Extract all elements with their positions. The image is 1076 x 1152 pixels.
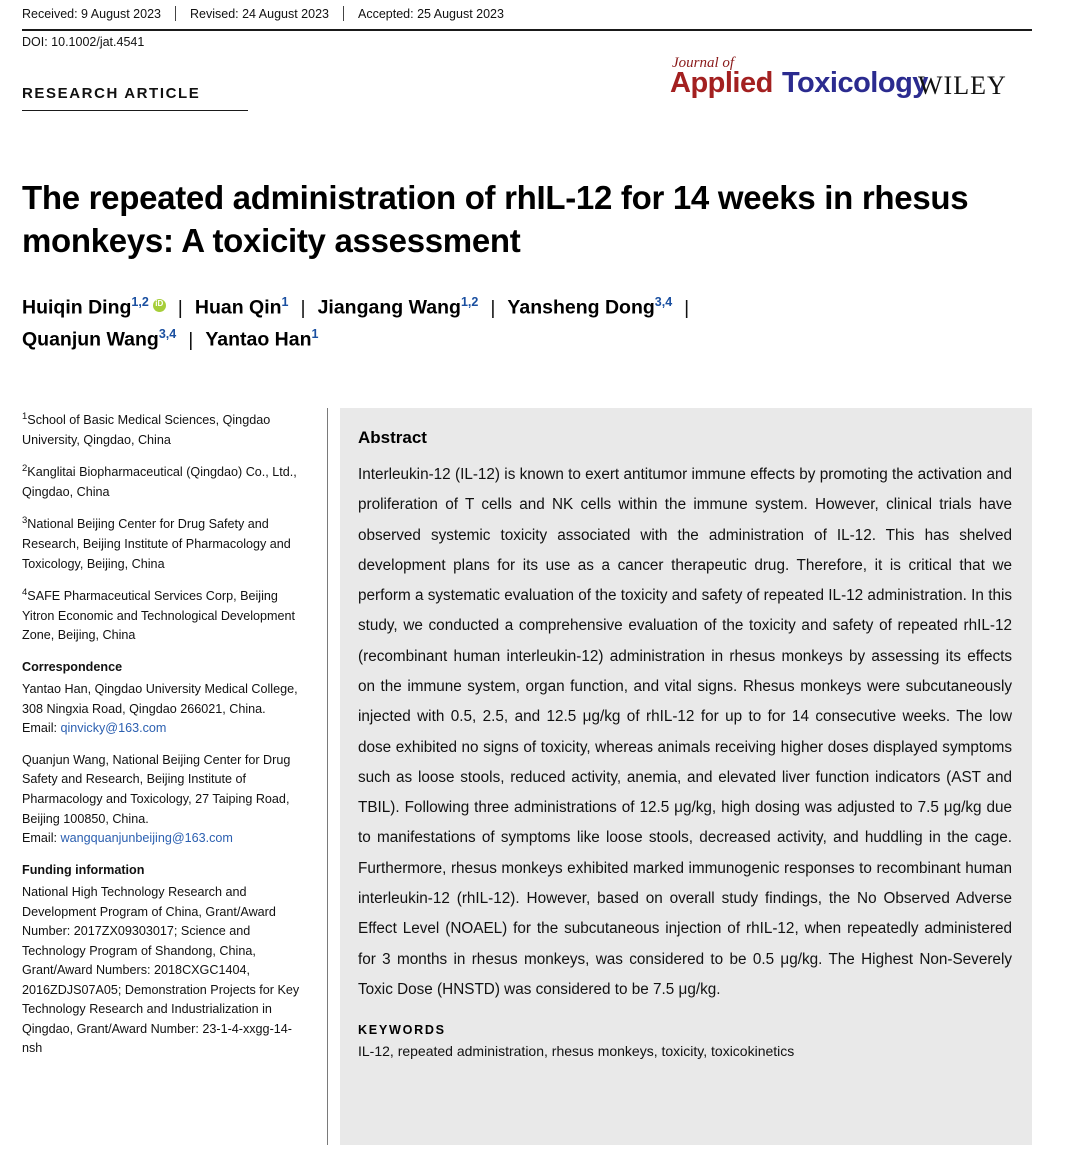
affiliation-marker: 2 (22, 463, 28, 475)
publication-dates (22, 6, 1032, 21)
affiliation-text: School of Basic Medical Sciences, Qingdao University, Qingdao, China (22, 413, 271, 447)
abstract-body: Interleukin-12 (IL-12) is known to exert antitumor immune effects by promoting the activation and proliferation of T cells and NK cells within the immune system. However, clinical trials have observed systemic toxicity associated with the administration of IL-12. This has shelved development plans for its use as a cancer therapeutic drug. Therefore, it is critical that we perform a systematic evaluation of the toxicity and safety of repeated IL-12 administration. In this study, we conducted a comprehensive evaluation of the toxicity and safety of repeated rhIL-12 (recombinant human interleukin-12) administration in rhesus monkeys by assessing its effects on the immune system, organ function, and vital signs. Rhesus monkeys were subcutaneously injected with 0.5, 2.5, and 12.5 μg/kg of rhIL-12 for up to for 14 consecutive weeks. The low dose exhibited no signs of toxicity, whereas animals receiving higher doses displayed symptoms such as loose stools, reduced activity, anemia, and elevated liver function indicators (AST and TBIL). Following three administrations of 12.5 μg/kg, high dosing was adjusted to 7.5 μg/kg due to manifestations of symptoms like loose stools, decreased activity, and huddling in the cage. Furthermore, rhesus monkeys exhibited marked immunogenic responses to recombinant human interleukin-12 (rhIL-12). However, based on overall study findings, the No Observed Adverse Effect Level (NOAEL) for the subcutaneous injection of rhIL-12, when repeatedly administered for 3 months in rhesus monkeys, was considered to be 0.5 μg/kg. The Highest Non-Severely Toxic Dose (HNSTD) was considered to be 7.5 μg/kg. (358, 466, 1012, 998)
affiliation-item (22, 410, 312, 450)
author-affil-marker: 1,2 (460, 295, 479, 309)
affiliation-item (22, 514, 312, 574)
author-affil-marker: 3,4 (654, 295, 673, 309)
affiliation-item (22, 462, 312, 502)
affiliation-item (22, 586, 312, 646)
author-separator: | (188, 328, 194, 351)
author-name: Huiqin Ding (22, 296, 132, 319)
abstract-heading: Abstract (358, 428, 427, 447)
author-affil-marker: 3,4 (158, 327, 177, 342)
funding-text: National High Technology Research and Development Program of China, Grant/Award Number: 2017ZX09303017; Science and Technology Program of Shandong, China, Grant/Award Numbers: 2018CXGC1404, 2016ZDJS07A05; Demonstration Projects for Key Technology Research and Industrialization in Qingdao, Grant/Award Number: 23-1-4-xxgg-14-nsh (22, 885, 300, 1056)
author-affil-marker: 1,2 (131, 295, 149, 309)
article-type-rule (22, 110, 248, 111)
affiliation-text: SAFE Pharmaceutical Services Corp, Beijing Yitron Economic and Technological Development Zone, Beijing, China (22, 589, 296, 643)
author-name: Yantao Han (205, 328, 312, 351)
orcid-icon[interactable] (153, 299, 166, 312)
affiliation-text: National Beijing Center for Drug Safety and Research, Beijing Institute of Pharmacology and Toxicology, Beijing, China (22, 517, 291, 571)
doi-line: DOI: 10.1002/jat.4541 (22, 35, 145, 49)
column-divider (327, 408, 328, 1145)
author-affil-marker: 1 (281, 295, 289, 309)
author-separator: | (300, 296, 306, 319)
funding-heading: Funding information (22, 862, 145, 877)
author-separator: | (177, 296, 183, 319)
correspondence-address-2: Quanjun Wang, National Beijing Center for Drug Safety and Research, Beijing Institute of Pharmacology and Toxicology, 27 Taiping Road, Beijing 100850, China. (22, 752, 291, 826)
keywords-heading: KEYWORDS (358, 1023, 446, 1038)
article-title: The repeated administration of rhIL-12 for 14 weeks in rhesus monkeys: A toxicity assessment (22, 179, 969, 259)
correspondence-email-2[interactable]: wangquanjunbeijing@163.com (60, 831, 233, 846)
header-rule (22, 29, 1032, 31)
correspondence-email-1[interactable]: qinvicky@163.com (60, 721, 167, 736)
correspondence-entry-2 (22, 751, 312, 849)
article-type-label: RESEARCH ARTICLE (22, 85, 201, 102)
journal-applied-text: Applied (670, 67, 773, 99)
correspondence-entry-1 (22, 680, 312, 739)
affiliation-marker: 1 (22, 411, 28, 422)
author-list (22, 292, 1032, 356)
author-separator: | (490, 296, 496, 319)
abstract-panel (340, 408, 1032, 1145)
author-name: Quanjun Wang (22, 328, 159, 351)
email-label-2: Email: (22, 831, 61, 846)
journal-toxicology-text: Toxicology (782, 67, 928, 99)
affiliations-column (22, 410, 312, 1071)
affiliation-marker: 3 (22, 515, 28, 527)
affiliation-marker: 4 (22, 587, 28, 599)
accepted-date: Accepted: 25 August 2023 (358, 6, 504, 21)
author-name: Yansheng Dong (507, 296, 655, 319)
email-label-1: Email: (22, 721, 61, 736)
author-affil-marker: 1 (311, 327, 319, 342)
keywords-list: IL-12, repeated administration, rhesus monkeys, toxicity, toxicokinetics (358, 1043, 795, 1060)
received-date: Received: 9 August 2023 (22, 6, 161, 21)
correspondence-heading: Correspondence (22, 659, 123, 674)
affiliation-text: Kanglitai Biopharmaceutical (Qingdao) Co., Ltd., Qingdao, China (22, 465, 297, 499)
journal-logo (672, 55, 1032, 111)
author-separator: | (684, 296, 690, 319)
author-name: Jiangang Wang (317, 296, 461, 319)
journal-of-text: Journal of (672, 55, 735, 71)
correspondence-address-1: Yantao Han, Qingdao University Medical College, 308 Ningxia Road, Qingdao 266021, China. (22, 682, 298, 716)
publisher-wiley-logo: WILEY (918, 71, 1007, 100)
revised-date: Revised: 24 August 2023 (190, 6, 329, 21)
author-name: Huan Qin (194, 296, 282, 319)
